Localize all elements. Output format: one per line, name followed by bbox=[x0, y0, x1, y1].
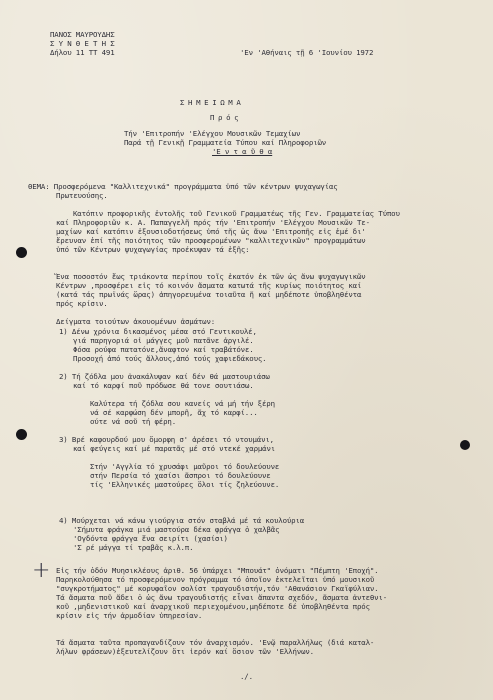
example3-chorus-line: στήν Περσία τό χασίσι ἄσπροι τό δουλεύουνε bbox=[90, 471, 271, 480]
example1-line: Προσοχή ἀπό τούς ἄλλους,ἀπό τούς χαφιεδάκους. bbox=[73, 354, 267, 363]
example2-chorus-line: Καλύτερα τή ζόδλα σου κανείς νά μή τήν ξέρη bbox=[90, 399, 275, 408]
example3-chorus-line: τίς 'Ελληνικές μαστούρες ὅλοι τίς ζηλεύουνε. bbox=[90, 480, 280, 489]
sender-address: Δήλου 11 ΤΤ 491 bbox=[50, 48, 115, 57]
example2-line: καί τό καρφί ποῦ πρόδωσε θά τονε σουτιάσω. bbox=[73, 381, 254, 390]
sender-title: Σ Υ Ν Θ Ε Τ Η Σ bbox=[50, 39, 115, 48]
para3-line: "συγκροτήματος" μέ κορυφαῖον σολίστ τραγουδιστήν,τόν 'Αθανάσιον Γκαϊφύλιαν. bbox=[56, 584, 379, 593]
para2-line: Ἕνα ποσοστόν ἕως τριάκοντα περίπου τοῖς ἑκατόν ἐκ τῶν ὡς ἄνω ψυχαγωγικῶν bbox=[56, 272, 366, 281]
para3-line: Εἰς τήν ὁδόν Μυησικλέους ἀριθ. 56 ὑπάρχει "Μπουάτ" ὀνόματι "Πέμπτη 'Εποχή". bbox=[56, 566, 379, 575]
example4-line: 'Σήμυτα φράγκα μιά μαστούρα δέκα φράγγα ὁ χαλβᾶς bbox=[73, 525, 280, 534]
para2-line: (κατά τάς πρωϊνάς ὥρας) ἀπηγορευμένα τοιαῦτα ἤ καί μηδέποτε ὑποβληθέντα bbox=[56, 290, 362, 299]
para2-line: πρός κρίσιν. bbox=[56, 299, 108, 308]
para3-line: κοῦ ,μηδενιστικοῦ καί ἀναρχικοῦ περιεχομένου,μηδέποτε δέ ὑποβληθέντα πρός bbox=[56, 602, 370, 611]
example3-line: 3) Βρέ καφουρδού μου ὄμορφη σ' ἀρέσει τό ντουμάνι, bbox=[59, 435, 274, 444]
recipient-line-2: Παρά τῇ Γενικῇ Γραμματεία Τύπου καί Πληροφοριῶν bbox=[124, 138, 327, 147]
para1-line: ἔρευναν ἐπί τῆς ποιότητος τῶν προσφερομένων "καλλιτεχνικῶν" προγραμμάτων bbox=[56, 236, 366, 245]
para1-line: Κατόπιν προφορικῆς ἐντολῆς τοῦ Γενικοῦ Γραμματέως τῆς Γεν. Γραμματείας Τύπου bbox=[73, 209, 400, 218]
para3-line: κρίσιν εἰς τήν ἁρμοδίαν ὑπηρεσίαν. bbox=[56, 611, 203, 620]
para4-line: λήλων φράσεων)ἐξευτελίζουν ὅτι ἱερόν καί ὅσιον τῶν 'Ελλήνων. bbox=[56, 647, 314, 656]
example3-line: καί φεύγεις καί μέ παρατᾶς μέ στό ντεκέ χαρμάνι bbox=[73, 444, 276, 453]
punch-hole-top bbox=[16, 247, 27, 258]
example2-chorus-line: νά σέ καρφώση δέν μπορῆ, ἄχ τό καρφί... bbox=[90, 408, 258, 417]
recipient-line-3: 'Ε ν τ α ῦ θ α bbox=[212, 147, 273, 156]
subject-line-2: Πρωτευούσης. bbox=[56, 191, 108, 200]
example1-line: 1) Δένω χρόνια δικασμένος μέσα στό Γεντικουλέ, bbox=[59, 327, 257, 336]
margin-cross-mark: + bbox=[32, 558, 51, 583]
memo-pros: Πρός bbox=[210, 113, 243, 122]
para1-line: ὑπό τῶν Κέντρων ψυχαγωγίας προέκυψαν τά ἑξῆς: bbox=[56, 245, 250, 254]
example1-line: γιά παρηγοριά οἱ μάγγες μοῦ πατᾶνε ἀργιλέ. bbox=[73, 336, 254, 345]
example4-line: 'Ογδόντα φράγγα ἕνα σειρίτι (χασίσι) bbox=[73, 534, 228, 543]
example3-chorus-line: Στήν 'Αγγλία τό χρυσάφι μαῦροι τό δουλεύουνε bbox=[90, 462, 280, 471]
punch-hole-right bbox=[460, 440, 470, 450]
date-line: 'Εν 'Αθήναις τῇ 6 'Ιουνίου 1972 bbox=[240, 48, 374, 57]
example2-chorus-line: ούτε νά σοῦ τή φέρη. bbox=[90, 417, 176, 426]
para3-line: Παρηκολούθησα τό προσφερόμενον πρόγραμμα τό ὁποῖον ἐκτελεῖται ὑπό μουσικοῦ bbox=[56, 575, 375, 584]
page-continuation-marker: .∕. bbox=[240, 672, 253, 681]
example1-line: Φόσα ρούφα πατατόνε,ἄναφτον καί τραβάτόνε. bbox=[73, 345, 254, 354]
recipient-line-1: Τήν 'Επιτροπήν 'Ελέγχου Μουσικῶν Τεμαχίων bbox=[124, 129, 301, 138]
memo-title: ΣΗΜΕΙΩΜΑ bbox=[180, 98, 245, 107]
punch-hole-bottom bbox=[16, 429, 27, 440]
example4-line: 'Σ ρέ μάγγα τί τραβᾶς κ.λ.π. bbox=[73, 543, 194, 552]
para3-line: Τά ἄσματα ποῦ ἄδει ὁ ὡς ἄνω τραγουδιστής εἶναι ἅπαντα σχεδόν, ἄσματα ἀντεθνι- bbox=[56, 593, 388, 602]
para1-line: μαχίων καί κατόπιν ἐξουσιοδοτήσεως ὑπό τῆς ὡς ἄνω 'Επιτροπῆς εἰς ἐμέ δι' bbox=[56, 227, 366, 236]
para4-line: Τά ἄσματα ταῦτα προπαγανδίζουν τόν ἀναρχισμόν. 'Ενῷ παραλλήλως (διά καταλ- bbox=[56, 638, 375, 647]
para2-line: Κέντρων ,προσφέρει εἰς τό κοινόν ἄσματα κατωτά τῆς κυρίως ποιότητος καί bbox=[56, 281, 362, 290]
example2-line: 2) Τή ζόδλα μου ἀνακάλυψαν καί δέν θά μαστουριάσω bbox=[59, 372, 270, 381]
example4-line: 4) Μούρχεται νά κάνω γιούργια στόν σταβλά μέ τά κουλούρια bbox=[59, 516, 305, 525]
para1-line: καί Πληροφοριῶν κ. Α. Παπαγγελῆ πρός τήν 'Επιτροπήν 'Ελέγχου Μουσικῶν Τε- bbox=[56, 218, 370, 227]
subject-line-1: ΘΕΜΑ: Προσφερόμενα "Καλλιτεχνικά" προγράμματα ὑπό τῶν κέντρων ψυχαγωγίας bbox=[28, 182, 338, 191]
examples-intro: Δείγματα τοιούτων ἀκουομένων ἀσμάτων: bbox=[56, 317, 216, 326]
sender-name: ΠΑΝΟΣ ΜΑΥΡΟΥΔΗΣ bbox=[50, 30, 115, 39]
